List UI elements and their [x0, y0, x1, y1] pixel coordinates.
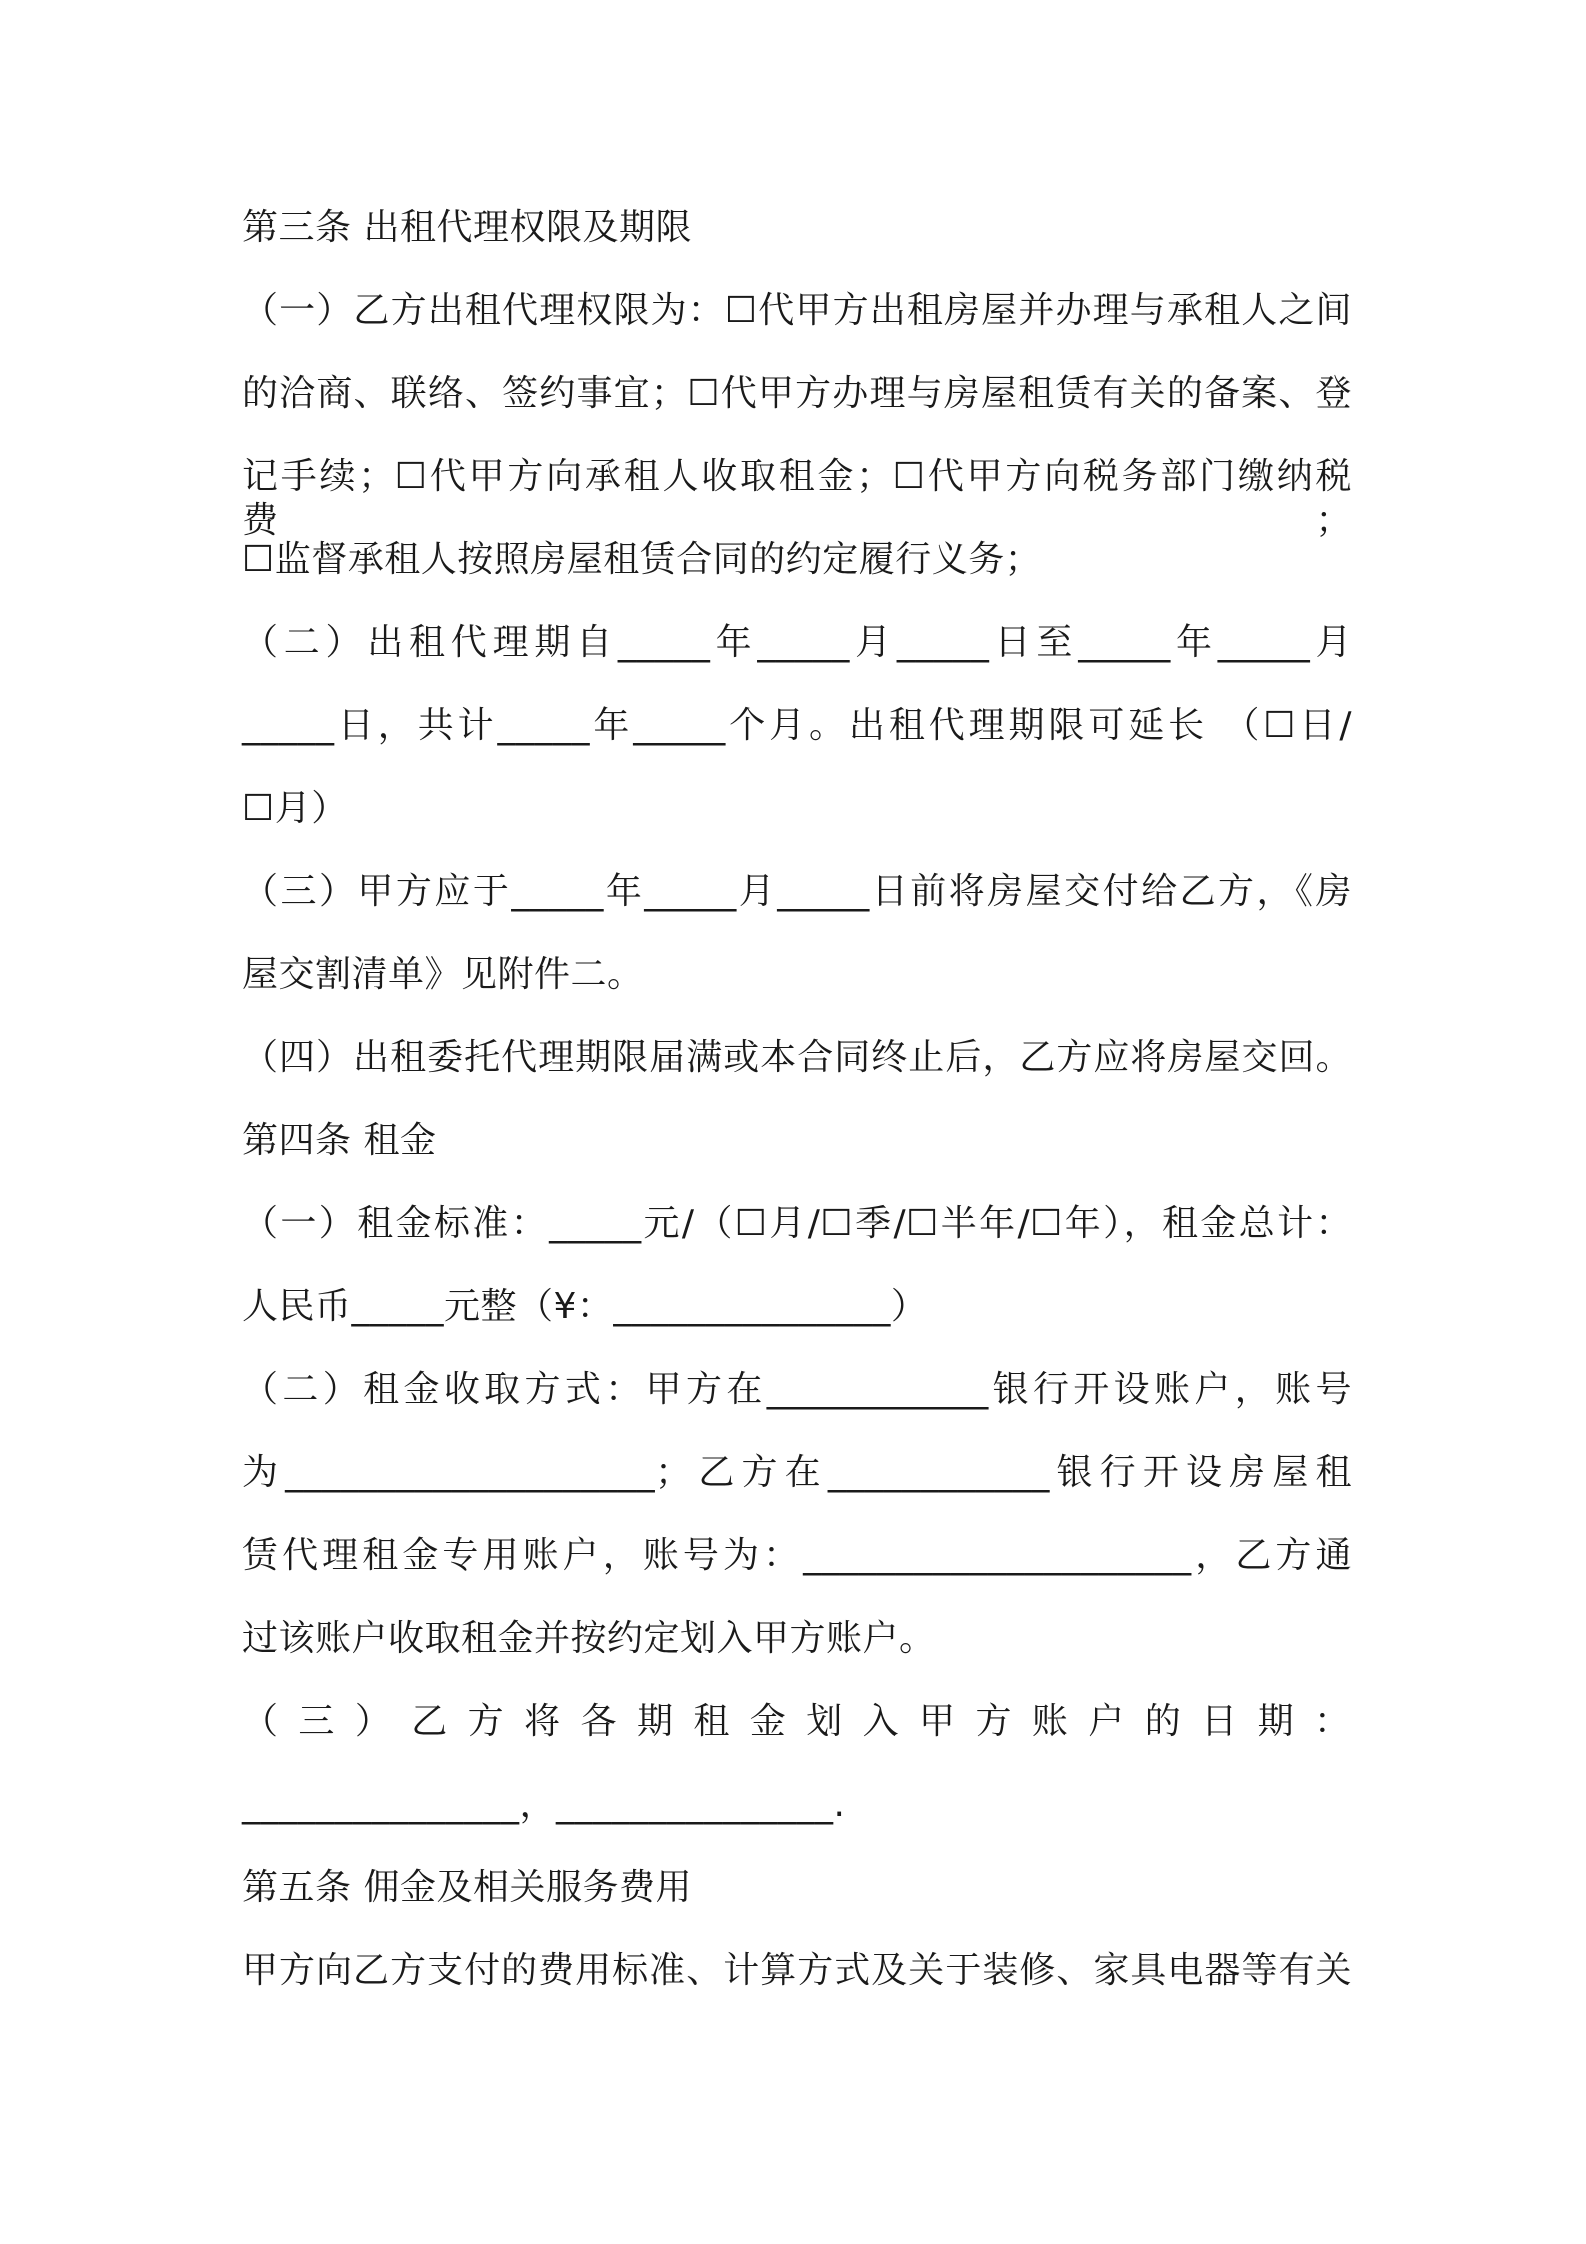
article-5-heading: 第五条 佣金及相关服务费用 — [242, 1867, 692, 1908]
article-3-clause-1-line-2: 的洽商、联络、签约事宜；☐代甲方办理与房屋租赁有关的备案、登 — [242, 373, 1352, 414]
article-3-clause-2-line-2: _____日，共计_____年_____个月。出租代理期限可延长 （☐日/ — [242, 705, 1352, 746]
article-3-clause-1-line-4: ☐监督承租人按照房屋租赁合同的约定履行义务； — [242, 539, 1042, 580]
article-3-clause-1-line-1: （一）乙方出租代理权限为：☐代甲方出租房屋并办理与承租人之间 — [242, 290, 1352, 331]
article-4-clause-1-line-2: 人民币_____元整（¥：_______________） — [242, 1286, 928, 1327]
article-4-clause-1-line-1: （一）租金标准：_____元/（☐月/☐季/☐半年/☐年），租金总计： — [242, 1203, 1352, 1244]
article-4-clause-3-line-2: _______________，_______________. — [242, 1784, 846, 1825]
article-5-body-line-1: 甲方向乙方支付的费用标准、计算方式及关于装修、家具电器等有关 — [242, 1950, 1352, 1991]
article-4-clause-2-line-1: （二）租金收取方式：甲方在____________银行开设账户，账号 — [242, 1369, 1352, 1410]
article-4-clause-2-line-2: 为____________________；乙方在____________银行开设房屋租 — [242, 1452, 1352, 1493]
article-3-clause-2-line-1: （二）出租代理期自_____年_____月_____日至_____年_____月 — [242, 622, 1352, 663]
article-4-clause-3-line-1: （三）乙方将各期租金划入甲方账户的日期： — [242, 1701, 1352, 1742]
article-3-clause-3-line-2: 屋交割清单》见附件二。 — [242, 954, 644, 995]
article-3-clause-2-line-3: ☐月） — [242, 788, 348, 829]
article-3-heading: 第三条 出租代理权限及期限 — [242, 207, 692, 248]
article-4-clause-2-line-4: 过该账户收取租金并按约定划入甲方账户。 — [242, 1618, 936, 1659]
article-3-clause-4: （四）出租委托代理期限届满或本合同终止后，乙方应将房屋交回。 — [242, 1037, 1352, 1078]
article-4-clause-2-line-3: 赁代理租金专用账户，账号为：_____________________，乙方通 — [242, 1535, 1352, 1576]
article-4-heading: 第四条 租金 — [242, 1120, 437, 1161]
article-3-clause-1-line-3: 记手续；☐代甲方向承租人收取租金；☐代甲方向税务部门缴纳税费； — [242, 456, 1352, 541]
article-3-clause-3-line-1: （三）甲方应于_____年_____月_____日前将房屋交付给乙方，《房 — [242, 871, 1352, 912]
